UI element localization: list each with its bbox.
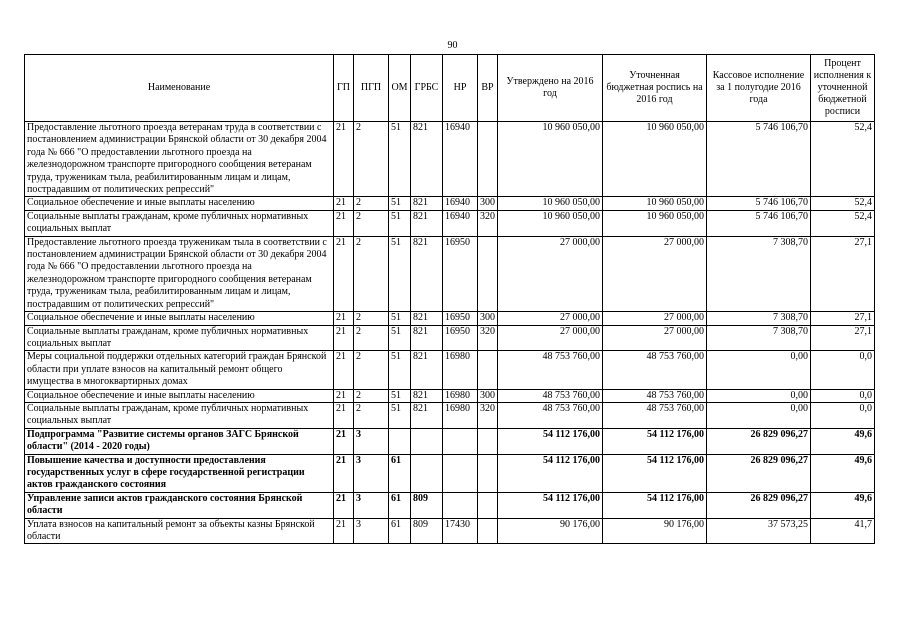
cell-grbs: 821	[411, 389, 443, 402]
cell-percent: 49,6	[811, 428, 875, 454]
cell-grbs: 821	[411, 197, 443, 210]
cell-approved: 48 753 760,00	[498, 389, 603, 402]
cell-approved: 10 960 050,00	[498, 197, 603, 210]
cell-name: Социальное обеспечение и иные выплаты населению	[25, 197, 334, 210]
cell-grbs: 821	[411, 210, 443, 236]
header-percent: Процент исполнения к уточненной бюджетной росписи	[811, 55, 875, 122]
cell-refined: 90 176,00	[603, 518, 707, 544]
cell-grbs: 821	[411, 351, 443, 389]
cell-cash: 7 308,70	[707, 325, 811, 351]
cell-om: 61	[389, 454, 411, 492]
cell-om: 61	[389, 518, 411, 544]
cell-refined: 10 960 050,00	[603, 197, 707, 210]
cell-om: 51	[389, 402, 411, 428]
cell-gp: 21	[334, 197, 354, 210]
cell-refined: 48 753 760,00	[603, 402, 707, 428]
header-np: НР	[443, 55, 478, 122]
cell-np: 16940	[443, 197, 478, 210]
table-row	[25, 389, 875, 402]
cell-cash: 0,00	[707, 402, 811, 428]
cell-np: 17430	[443, 518, 478, 544]
cell-vr	[478, 236, 498, 311]
cell-grbs: 821	[411, 122, 443, 197]
cell-cash: 7 308,70	[707, 236, 811, 311]
cell-gp: 21	[334, 312, 354, 325]
cell-pgp: 2	[354, 210, 389, 236]
cell-np: 16980	[443, 402, 478, 428]
cell-cash: 0,00	[707, 389, 811, 402]
cell-gp: 21	[334, 122, 354, 197]
cell-grbs: 821	[411, 325, 443, 351]
cell-pgp: 2	[354, 389, 389, 402]
cell-vr	[478, 351, 498, 389]
cell-pgp: 2	[354, 312, 389, 325]
cell-name: Подпрограмма "Развитие системы органов ЗАГС Брянской области" (2014 - 2020 годы)	[25, 428, 334, 454]
cell-pgp: 2	[354, 236, 389, 311]
cell-np: 16980	[443, 389, 478, 402]
cell-np	[443, 454, 478, 492]
cell-om: 51	[389, 325, 411, 351]
cell-grbs: 809	[411, 518, 443, 544]
cell-om: 51	[389, 389, 411, 402]
cell-cash: 5 746 106,70	[707, 210, 811, 236]
cell-name: Социальные выплаты гражданам, кроме публичных нормативных социальных выплат	[25, 325, 334, 351]
cell-refined: 27 000,00	[603, 325, 707, 351]
cell-cash: 37 573,25	[707, 518, 811, 544]
table-row	[25, 236, 875, 311]
cell-vr	[478, 122, 498, 197]
cell-vr	[478, 428, 498, 454]
cell-refined: 48 753 760,00	[603, 351, 707, 389]
cell-pgp: 2	[354, 351, 389, 389]
cell-pgp: 3	[354, 428, 389, 454]
cell-grbs	[411, 454, 443, 492]
cell-name: Уплата взносов на капитальный ремонт за объекты казны Брянской области	[25, 518, 334, 544]
table-row	[25, 428, 875, 454]
cell-grbs: 821	[411, 236, 443, 311]
cell-om: 51	[389, 351, 411, 389]
cell-om: 51	[389, 236, 411, 311]
cell-gp: 21	[334, 518, 354, 544]
header-cash: Кассовое исполнение за 1 полугодие 2016 года	[707, 55, 811, 122]
cell-pgp: 2	[354, 122, 389, 197]
cell-vr	[478, 518, 498, 544]
cell-pgp: 2	[354, 325, 389, 351]
cell-refined: 54 112 176,00	[603, 428, 707, 454]
table-row	[25, 518, 875, 544]
cell-grbs: 821	[411, 312, 443, 325]
cell-vr: 300	[478, 312, 498, 325]
cell-cash: 26 829 096,27	[707, 492, 811, 518]
cell-np: 16940	[443, 210, 478, 236]
page-number: 90	[447, 40, 458, 51]
cell-om	[389, 428, 411, 454]
cell-approved: 27 000,00	[498, 312, 603, 325]
header-vr: ВР	[478, 55, 498, 122]
cell-np: 16940	[443, 122, 478, 197]
cell-name: Предоставление льготного проезда ветеранам труда в соответствии с постановлением администрации Брянской области от 30 декабря 2004 года № 666 "О предоставлении льготного проезда на железнодорожном транспорте пригородного сообщения ветеранам труда, труженикам тыла, реабилитированным лицам и лицам, пострадавшим от политических репрессий"	[25, 122, 334, 197]
cell-percent: 0,0	[811, 389, 875, 402]
budget-execution-table	[24, 54, 875, 544]
cell-pgp: 3	[354, 454, 389, 492]
cell-cash: 26 829 096,27	[707, 428, 811, 454]
cell-approved: 10 960 050,00	[498, 122, 603, 197]
cell-approved: 48 753 760,00	[498, 351, 603, 389]
cell-name: Социальное обеспечение и иные выплаты населению	[25, 389, 334, 402]
table-row	[25, 454, 875, 492]
cell-approved: 48 753 760,00	[498, 402, 603, 428]
cell-percent: 49,6	[811, 492, 875, 518]
cell-vr	[478, 492, 498, 518]
cell-gp: 21	[334, 389, 354, 402]
cell-np: 16950	[443, 236, 478, 311]
cell-refined: 27 000,00	[603, 312, 707, 325]
cell-cash: 5 746 106,70	[707, 122, 811, 197]
cell-gp: 21	[334, 492, 354, 518]
cell-om: 61	[389, 492, 411, 518]
cell-om: 51	[389, 312, 411, 325]
table-row	[25, 197, 875, 210]
header-approved: Утверждено на 2016 год	[498, 55, 603, 122]
cell-percent: 0,0	[811, 402, 875, 428]
cell-vr: 320	[478, 325, 498, 351]
cell-percent: 27,1	[811, 325, 875, 351]
cell-pgp: 2	[354, 197, 389, 210]
cell-name: Социальное обеспечение и иные выплаты населению	[25, 312, 334, 325]
header-refined: Уточненная бюджетная роспись на 2016 год	[603, 55, 707, 122]
cell-approved: 54 112 176,00	[498, 454, 603, 492]
cell-name: Социальные выплаты гражданам, кроме публичных нормативных социальных выплат	[25, 210, 334, 236]
table-row	[25, 122, 875, 197]
table-row	[25, 210, 875, 236]
header-om: ОМ	[389, 55, 411, 122]
cell-percent: 49,6	[811, 454, 875, 492]
cell-percent: 52,4	[811, 197, 875, 210]
table-body	[25, 122, 875, 544]
cell-vr: 300	[478, 389, 498, 402]
cell-np: 16950	[443, 325, 478, 351]
cell-vr: 320	[478, 402, 498, 428]
cell-grbs	[411, 428, 443, 454]
cell-approved: 90 176,00	[498, 518, 603, 544]
cell-refined: 54 112 176,00	[603, 454, 707, 492]
cell-np: 16980	[443, 351, 478, 389]
cell-gp: 21	[334, 236, 354, 311]
cell-name: Повышение качества и доступности предоставления государственных услуг в сфере государственной регистрации актов гражданского состояния	[25, 454, 334, 492]
cell-om: 51	[389, 210, 411, 236]
cell-percent: 27,1	[811, 312, 875, 325]
cell-refined: 10 960 050,00	[603, 210, 707, 236]
cell-approved: 27 000,00	[498, 236, 603, 311]
cell-percent: 27,1	[811, 236, 875, 311]
cell-cash: 5 746 106,70	[707, 197, 811, 210]
cell-name: Управление записи актов гражданского состояния Брянской области	[25, 492, 334, 518]
cell-pgp: 3	[354, 492, 389, 518]
cell-vr: 300	[478, 197, 498, 210]
cell-cash: 7 308,70	[707, 312, 811, 325]
cell-gp: 21	[334, 325, 354, 351]
cell-gp: 21	[334, 402, 354, 428]
cell-np	[443, 492, 478, 518]
cell-refined: 48 753 760,00	[603, 389, 707, 402]
cell-gp: 21	[334, 428, 354, 454]
cell-gp: 21	[334, 210, 354, 236]
header-pgp: ПГП	[354, 55, 389, 122]
table-row	[25, 351, 875, 389]
cell-approved: 54 112 176,00	[498, 492, 603, 518]
cell-name: Меры социальной поддержки отдельных категорий граждан Брянской области при уплате взносов на капитальный ремонт общего имущества в многоквартирных домах	[25, 351, 334, 389]
cell-gp: 21	[334, 454, 354, 492]
cell-percent: 52,4	[811, 122, 875, 197]
cell-pgp: 2	[354, 402, 389, 428]
cell-pgp: 3	[354, 518, 389, 544]
cell-refined: 54 112 176,00	[603, 492, 707, 518]
cell-vr: 320	[478, 210, 498, 236]
table-row	[25, 402, 875, 428]
cell-name: Предоставление льготного проезда труженикам тыла в соответствии с постановлением администрации Брянской области от 30 декабря 2004 года № 666 "О предоставлении льготного проезда на железнодорожном транспорте пригородного сообщения ветеранам труда, труженикам тыла, реабилитированным лицам и лицам, пострадавшим от политических репрессий"	[25, 236, 334, 311]
cell-cash: 0,00	[707, 351, 811, 389]
cell-cash: 26 829 096,27	[707, 454, 811, 492]
cell-approved: 27 000,00	[498, 325, 603, 351]
cell-np: 16950	[443, 312, 478, 325]
header-grbs: ГРБС	[411, 55, 443, 122]
cell-np	[443, 428, 478, 454]
cell-percent: 41,7	[811, 518, 875, 544]
cell-om: 51	[389, 122, 411, 197]
cell-vr	[478, 454, 498, 492]
header-name: Наименование	[25, 55, 334, 122]
cell-approved: 10 960 050,00	[498, 210, 603, 236]
table-row	[25, 492, 875, 518]
cell-percent: 0,0	[811, 351, 875, 389]
table-row	[25, 325, 875, 351]
table-row	[25, 312, 875, 325]
cell-refined: 27 000,00	[603, 236, 707, 311]
table-header-row	[25, 55, 875, 122]
header-gp: ГП	[334, 55, 354, 122]
cell-grbs: 809	[411, 492, 443, 518]
cell-refined: 10 960 050,00	[603, 122, 707, 197]
cell-percent: 52,4	[811, 210, 875, 236]
cell-grbs: 821	[411, 402, 443, 428]
cell-om: 51	[389, 197, 411, 210]
cell-approved: 54 112 176,00	[498, 428, 603, 454]
cell-gp: 21	[334, 351, 354, 389]
cell-name: Социальные выплаты гражданам, кроме публичных нормативных социальных выплат	[25, 402, 334, 428]
